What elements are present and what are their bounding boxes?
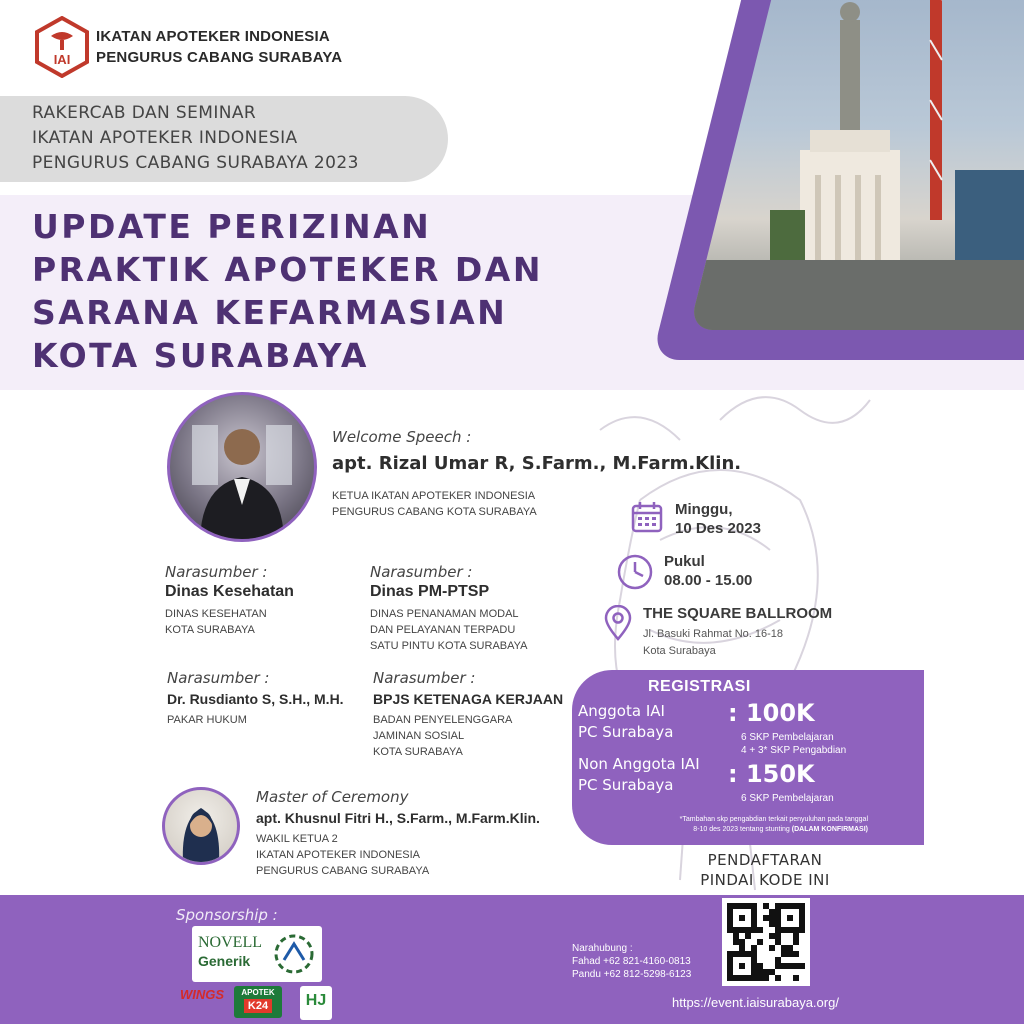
mc-photo bbox=[162, 787, 240, 865]
title-line1: UPDATE PERIZINAN bbox=[32, 207, 432, 246]
mc-desc bbox=[256, 831, 429, 879]
mc-desc-line: WAKIL KETUA 2 bbox=[256, 833, 338, 845]
speaker-desc-line: KOTA SURABAYA bbox=[165, 624, 255, 636]
registration-qr-code[interactable] bbox=[722, 898, 810, 986]
footnote-bold: (DALAM KONFIRMASI) bbox=[791, 826, 868, 833]
mc-desc-line: IKATAN APOTEKER INDONESIA bbox=[256, 849, 421, 861]
member-note2: 4 + 3* SKP Pengabdian bbox=[741, 745, 847, 756]
org-line2: PENGURUS CABANG SURABAYA bbox=[96, 49, 343, 66]
speaker-desc-line: KOTA SURABAYA bbox=[373, 746, 463, 758]
venue-name: THE SQUARE BALLROOM bbox=[643, 605, 833, 622]
nonmember-label-line2: PC Surabaya bbox=[578, 776, 674, 794]
speaker-desc-line: SATU PINTU KOTA SURABAYA bbox=[370, 640, 528, 652]
sponsor-hj bbox=[300, 986, 332, 1020]
welcome-role-line1: KETUA IKATAN APOTEKER INDONESIA bbox=[332, 490, 536, 502]
speaker-desc-line: DAN PELAYANAN TERPADU bbox=[370, 624, 516, 636]
event-url-link[interactable]: https://event.iaisurabaya.org/ bbox=[672, 995, 839, 1010]
calendar-icon bbox=[630, 500, 664, 534]
mc-label: Master of Ceremony bbox=[256, 788, 409, 806]
speaker-label: Narasumber : bbox=[167, 669, 270, 687]
member-label bbox=[578, 701, 673, 743]
time-label: Pukul bbox=[664, 553, 705, 570]
speaker-name: Dinas PM-PTSP bbox=[370, 583, 490, 600]
iai-logo bbox=[34, 16, 90, 78]
welcome-speaker-photo bbox=[167, 392, 317, 542]
apotek-text: APOTEK bbox=[241, 988, 275, 997]
novell-logo-icon bbox=[272, 932, 316, 976]
qr-module bbox=[799, 975, 805, 981]
welcome-label: Welcome Speech : bbox=[332, 428, 472, 446]
speaker-card bbox=[167, 669, 344, 728]
contact-info bbox=[572, 942, 691, 981]
sponsor-apotek-k24 bbox=[234, 986, 282, 1018]
address-line2: Kota Surabaya bbox=[643, 645, 716, 657]
speaker-desc-line: PAKAR HUKUM bbox=[167, 714, 247, 726]
welcome-speaker-name: apt. Rizal Umar R, S.Farm., M.Farm.Klin. bbox=[332, 453, 742, 474]
logo-text: IAI bbox=[53, 52, 71, 67]
member-note1: 6 SKP Pembelajaran bbox=[741, 732, 834, 743]
qr-caption-line2: PINDAI KODE INI bbox=[700, 871, 830, 889]
seminar-title bbox=[32, 205, 543, 377]
speaker-desc-line: JAMINAN SOSIAL bbox=[373, 730, 465, 742]
member-notes bbox=[741, 731, 846, 757]
speaker-name: BPJS KETENAGA KERJAAN bbox=[373, 691, 564, 707]
contact-label: Narahubung : bbox=[572, 943, 633, 954]
event-line1: RAKERCAB DAN SEMINAR bbox=[32, 103, 257, 123]
footer-band bbox=[0, 895, 1024, 1024]
speaker-desc-line: BADAN PENYELENGGARA bbox=[373, 714, 513, 726]
speaker-label: Narasumber : bbox=[373, 669, 476, 687]
event-time bbox=[664, 552, 752, 590]
speaker-name: Dr. Rusdianto S, S.H., M.H. bbox=[167, 691, 344, 707]
speaker-desc-line: DINAS KESEHATAN bbox=[165, 608, 267, 620]
welcome-role bbox=[332, 488, 537, 520]
speaker-desc-line: DINAS PENANAMAN MODAL bbox=[370, 608, 519, 620]
event-line3: PENGURUS CABANG SURABAYA 2023 bbox=[32, 153, 359, 173]
org-name bbox=[96, 26, 342, 68]
time-value: 08.00 - 15.00 bbox=[664, 572, 753, 589]
address-line1: Jl. Basuki Rahmat No. 16-18 bbox=[643, 628, 784, 640]
nonmember-price: : 150K bbox=[728, 760, 815, 788]
speaker-card bbox=[370, 563, 528, 654]
registration-footnote bbox=[610, 815, 868, 835]
speaker-label: Narasumber : bbox=[370, 563, 473, 581]
nonmember-label bbox=[578, 754, 700, 796]
nonmember-note: 6 SKP Pembelajaran bbox=[741, 793, 834, 804]
org-line1: IKATAN APOTEKER INDONESIA bbox=[96, 28, 330, 45]
contact-line2: Pandu +62 812-5298-6123 bbox=[572, 969, 692, 980]
sponsor-novell bbox=[192, 926, 322, 982]
speaker-label: Narasumber : bbox=[165, 563, 268, 581]
event-date bbox=[675, 500, 761, 538]
speaker-card bbox=[373, 669, 563, 760]
footnote-line2: 8-10 des 2023 tentang stunting bbox=[693, 826, 790, 833]
title-line4: KOTA SURABAYA bbox=[32, 336, 369, 375]
hj-text: HJ bbox=[305, 992, 327, 1009]
qr-caption bbox=[680, 850, 850, 890]
event-name bbox=[32, 101, 359, 176]
sponsor-wings: WINGS bbox=[179, 987, 225, 1002]
speaker-name: Dinas Kesehatan bbox=[165, 583, 294, 600]
venue-address bbox=[643, 626, 783, 660]
title-line3: SARANA KEFARMASIAN bbox=[32, 293, 508, 332]
member-label-line1: Anggota IAI bbox=[578, 702, 665, 720]
contact-line1: Fahad +62 821-4160-0813 bbox=[572, 956, 691, 967]
event-date-value: 10 Des 2023 bbox=[675, 520, 761, 537]
mc-name: apt. Khusnul Fitri H., S.Farm., M.Farm.Klin. bbox=[256, 810, 540, 826]
event-line2: IKATAN APOTEKER INDONESIA bbox=[32, 128, 298, 148]
title-line2: PRAKTIK APOTEKER DAN bbox=[32, 250, 543, 289]
mc-desc-line: PENGURUS CABANG SURABAYA bbox=[256, 865, 430, 877]
member-price: : 100K bbox=[728, 699, 815, 727]
novell-text: NOVELL bbox=[198, 934, 262, 951]
generik-text: Generik bbox=[198, 953, 251, 969]
location-pin-icon bbox=[604, 605, 632, 641]
registration-title: REGISTRASI bbox=[648, 678, 751, 695]
speaker-card bbox=[165, 563, 294, 638]
k24-text: K24 bbox=[244, 999, 272, 1013]
qr-caption-line1: PENDAFTARAN bbox=[707, 851, 823, 869]
sponsorship-label: Sponsorship : bbox=[176, 906, 278, 924]
event-day: Minggu, bbox=[675, 501, 733, 518]
clock-icon bbox=[616, 553, 654, 591]
welcome-role-line2: PENGURUS CABANG KOTA SURABAYA bbox=[332, 506, 537, 518]
footnote-line1: *Tambahan skp pengabdian terkait penyuluhan pada tanggal bbox=[679, 816, 868, 823]
member-label-line2: PC Surabaya bbox=[578, 723, 674, 741]
nonmember-label-line1: Non Anggota IAI bbox=[578, 755, 700, 773]
